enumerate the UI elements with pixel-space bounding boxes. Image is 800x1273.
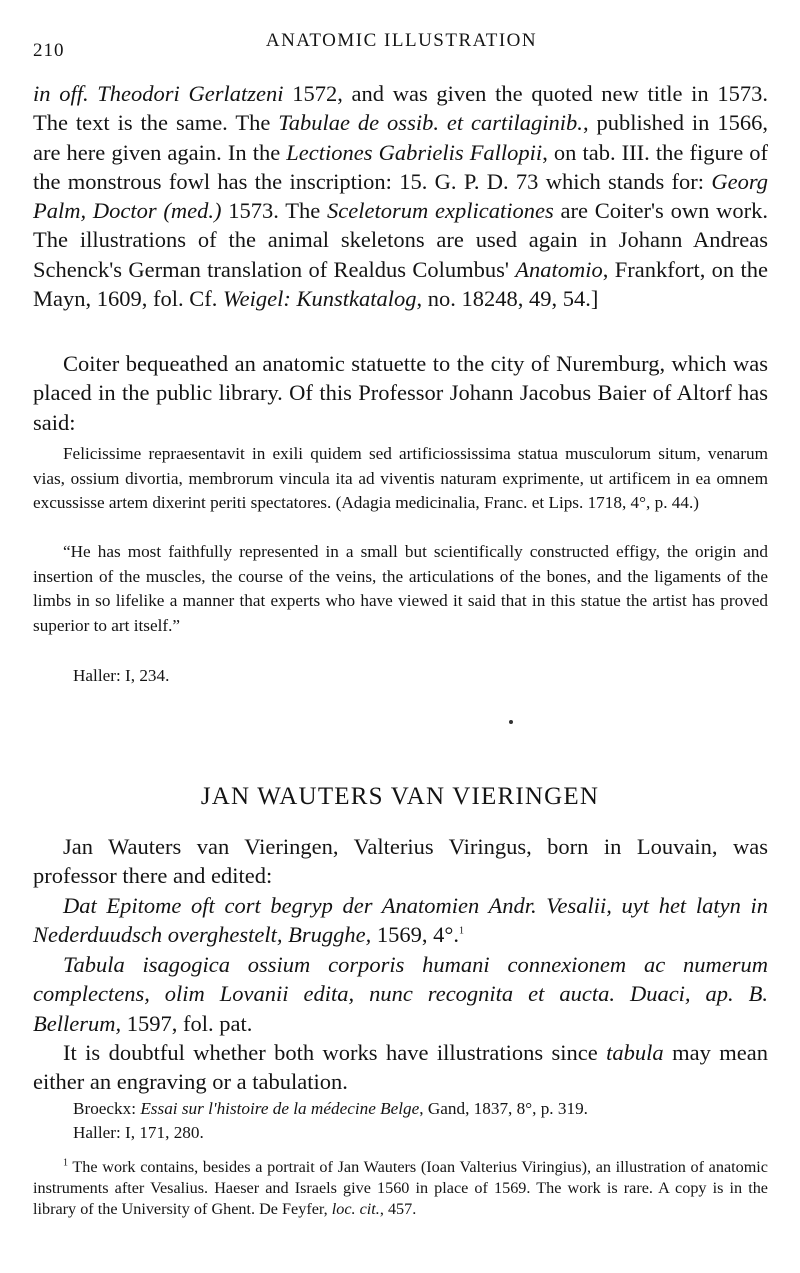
italic-text: Weigel: Kunstkatalog — [223, 286, 417, 312]
italic-text: Sceletorum explicationes — [327, 198, 554, 224]
text-run: are Coiter's own work. The illustrations of the animal skeletons are used again in Johann Andreas Schenck's German translation of Realdus Columbus' — [33, 198, 768, 282]
paragraph-intro: Jan Wauters van Vieringen, Valterius Viringus, born in Louvain, was professor there and edited: — [33, 834, 768, 889]
paragraph-statuette: Coiter bequeathed an anatomic statuette to the city of Nuremburg, which was placed in the public library. Of this Professor Johann Jacobus Baier of Altorf has said: — [33, 351, 768, 435]
italic-text: Anatomio — [515, 256, 603, 282]
text-run: , Gand, 1837, 8°, p. 319. — [419, 1099, 588, 1118]
text-run: 1573. The — [221, 198, 328, 224]
text-run: The work contains, besides a portrait of Jan Wauters (Ioan Valterius Viringius), an illustration of anatomic instruments after Vesalius. Haeser and Israels give 1560 in place of 1569. The work is rare. A copy is in the library of the University of Ghent. De Feyfer, — [33, 1158, 768, 1218]
paragraph-coiter-continuation — [33, 79, 768, 313]
text-run: , on tab. III. the figure of the monstrous fowl has the inscription: 15. G. P. D. 73 which stands for: — [33, 139, 769, 194]
text-run: It is doubtful whether both works have illustrations since — [63, 1040, 607, 1065]
work-title: Dat Epitome oft cort begryp der Anatomien Andr. Vesalii, uyt het latyn in Nederduudsch overghestelt, Brugghe, — [33, 893, 768, 948]
reference-broeckx — [73, 1097, 588, 1121]
italic-text: loc. cit. — [331, 1200, 380, 1218]
work-title: Tabula isagogica ossium corporis humani connexionem ac numerum complectens, olim Lovanii edita, nunc recognita et aucta. Duaci, ap. B. Bellerum, — [33, 952, 768, 1036]
english-translation: “He has most faithfully represented in a small but scientifically constructed effigy, the origin and insertion of the muscles, the course of the veins, the articulations of the bones, and the ligaments of the limbs in so lifelike a manner that experts who have viewed it said that in this statue the artist has proved superior to art itself.” — [33, 542, 768, 635]
work-entry-epitome — [33, 891, 768, 950]
text-run: , no. 18248, 49, 54.] — [416, 286, 599, 312]
text-run: , 457. — [379, 1200, 417, 1218]
text-run: , Frankfort, on the Mayn, 1609, fol. Cf. — [33, 256, 768, 312]
italic-text: in off. Theodori Gerlatzeni — [33, 81, 284, 106]
reference-haller: Haller: I, 234. — [73, 666, 170, 685]
work-entry-tabula — [33, 950, 768, 1038]
text-run: 1572, and was given the quoted new title in 1573. The text is the same. The — [33, 81, 768, 136]
text-run: may mean either an engraving or a tabulation. — [33, 1040, 768, 1095]
italic-text: Georg Palm, Doctor (med.) — [33, 168, 768, 224]
text-run: , published in 1566, are here given again. In the — [33, 110, 768, 165]
stray-mark — [509, 720, 513, 724]
text-run: Broeckx: — [73, 1099, 141, 1118]
latin-quotation: Felicissime repraesentavit in exili quidem sed artificiossissima statua musculorum situm, venarum vias, ossium divortia, membrorum vincula ita ad viventis naturam exprimente, ut artificem in ea omnem excussisse artem dixerint periti spectatores. (Adagia medicinalia, Franc. et Lips. 1718, 4°, p. 44.) — [33, 444, 768, 513]
page-header — [33, 30, 770, 60]
italic-text: Lectiones Gabrielis Fallopii — [286, 139, 543, 165]
running-head: ANATOMIC ILLUSTRATION — [265, 30, 538, 51]
footnote-ref: 1 — [459, 925, 465, 937]
italic-text: Tabulae de ossib. et cartilaginib. — [278, 110, 583, 136]
italic-text: tabula — [606, 1040, 664, 1065]
section-title: JAN WAUTERS VAN VIERINGEN — [200, 783, 600, 810]
footnote — [33, 1157, 768, 1220]
page-number: 210 — [33, 40, 65, 61]
text-run: 1569, 4°. — [371, 922, 460, 948]
reference-haller-2: Haller: I, 171, 280. — [73, 1123, 204, 1142]
italic-text: Essai sur l'histoire de la médecine Belge — [140, 1099, 420, 1118]
paragraph-doubt — [33, 1038, 768, 1097]
footnote-mark: 1 — [63, 1157, 68, 1169]
text-run: 1597, fol. pat. — [121, 1010, 253, 1036]
